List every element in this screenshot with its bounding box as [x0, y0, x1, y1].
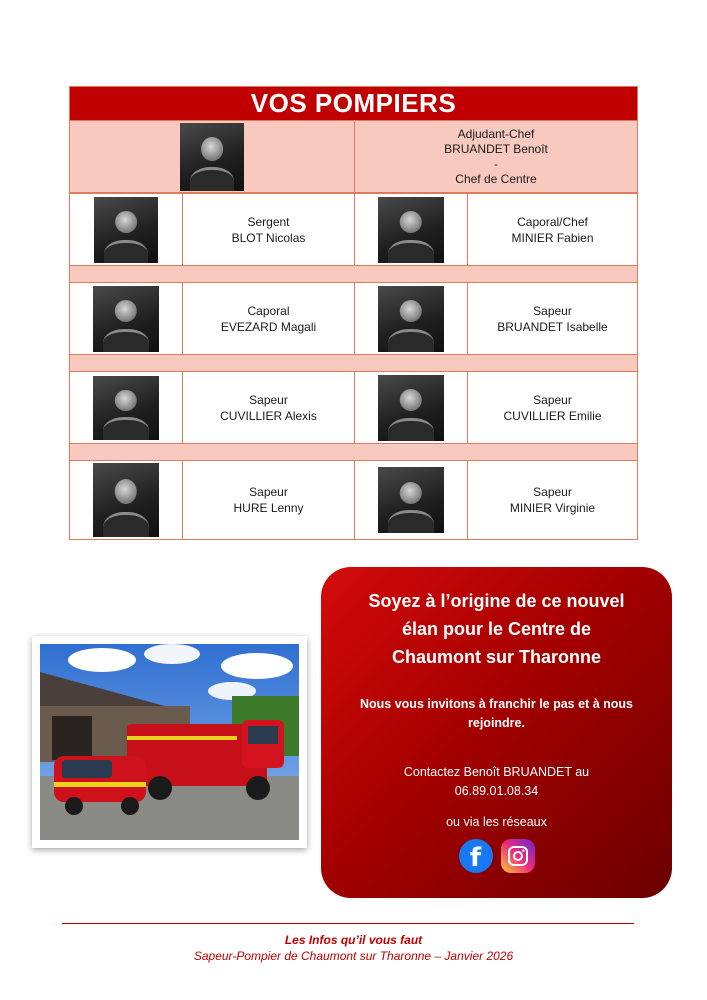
member-name: HURE Lenny	[233, 501, 304, 515]
portrait-cell	[355, 194, 468, 265]
promo-invite-line: Nous vous invitons à franchir le pas et à nous	[360, 697, 633, 711]
promo-title-line: élan pour le Centre de	[401, 619, 592, 639]
contact-line: Contactez Benoît BRUANDET au	[403, 765, 590, 779]
chef-name: BRUANDET Benoît	[444, 141, 548, 156]
chef-portrait	[180, 123, 244, 191]
member-info	[183, 283, 355, 354]
table-title: VOS POMPIERS	[70, 87, 637, 121]
promo-contact	[341, 763, 652, 801]
portrait	[93, 376, 159, 440]
member-rank: Sapeur	[533, 485, 572, 499]
footer	[0, 932, 707, 964]
member-info	[183, 372, 355, 443]
portrait-cell	[355, 372, 468, 443]
footer-title: Les Infos qu’il vous faut	[284, 933, 423, 947]
member-name: MINIER Virginie	[509, 501, 596, 515]
chef-rank: Adjudant-Chef	[457, 126, 535, 141]
staff-row	[70, 461, 637, 539]
phone-number: 06.89.01.08.34	[454, 784, 539, 798]
social-icons	[341, 839, 652, 873]
facebook-icon[interactable]: f	[459, 839, 493, 873]
member-info	[183, 194, 355, 265]
row-separator	[70, 265, 637, 283]
portrait-cell	[355, 283, 468, 354]
portrait	[378, 197, 444, 263]
member-rank: Caporal/Chef	[517, 214, 588, 229]
member-rank: Sapeur	[533, 303, 572, 318]
recruitment-panel	[321, 567, 672, 898]
portrait-cell	[70, 283, 183, 354]
portrait-cell	[70, 194, 183, 265]
chef-separator: -	[494, 156, 498, 171]
portrait	[378, 375, 444, 441]
footer-subtitle: Sapeur-Pompier de Chaumont sur Tharonne – Janvier 2026	[193, 949, 514, 963]
promo-title-line: Soyez à l’origine de ce nouvel	[368, 591, 625, 611]
staff-table	[69, 86, 638, 540]
footer-divider	[62, 923, 634, 924]
member-info	[468, 461, 637, 539]
staff-row	[70, 283, 637, 354]
member-name: EVEZARD Magali	[220, 319, 317, 334]
portrait-cell	[70, 461, 183, 539]
member-info	[468, 194, 637, 265]
member-name: BLOT Nicolas	[231, 230, 306, 245]
member-rank: Sapeur	[533, 392, 572, 407]
fire-truck-photo	[32, 636, 307, 848]
portrait	[378, 467, 444, 533]
member-rank: Sergent	[247, 214, 290, 229]
chef-photo-cell	[70, 121, 355, 192]
member-rank: Sapeur	[249, 485, 288, 499]
member-info	[468, 372, 637, 443]
staff-row	[70, 372, 637, 443]
portrait-cell	[70, 372, 183, 443]
portrait	[93, 286, 159, 352]
row-separator	[70, 443, 637, 461]
member-rank: Sapeur	[249, 392, 288, 407]
member-rank: Caporal	[247, 303, 290, 318]
staff-row	[70, 194, 637, 265]
chef-row	[70, 121, 637, 194]
promo-invite-line: rejoindre.	[468, 716, 525, 730]
portrait	[378, 286, 444, 352]
promo-invite	[341, 695, 652, 733]
portrait	[93, 463, 159, 537]
member-name: CUVILLIER Emilie	[503, 408, 602, 423]
chef-role: Chef de Centre	[455, 171, 537, 186]
portrait-cell	[355, 461, 468, 539]
member-info	[468, 283, 637, 354]
chef-info	[355, 121, 637, 192]
member-name: BRUANDET Isabelle	[497, 319, 608, 334]
portrait	[94, 197, 158, 263]
promo-title-line: Chaumont sur Tharonne	[391, 647, 601, 667]
member-name: MINIER Fabien	[511, 230, 594, 245]
instagram-icon[interactable]	[501, 839, 535, 873]
promo-title	[341, 587, 652, 671]
social-label: ou via les réseaux	[446, 815, 547, 829]
row-separator	[70, 354, 637, 372]
member-name: CUVILLIER Alexis	[220, 408, 317, 423]
member-info	[183, 461, 355, 539]
